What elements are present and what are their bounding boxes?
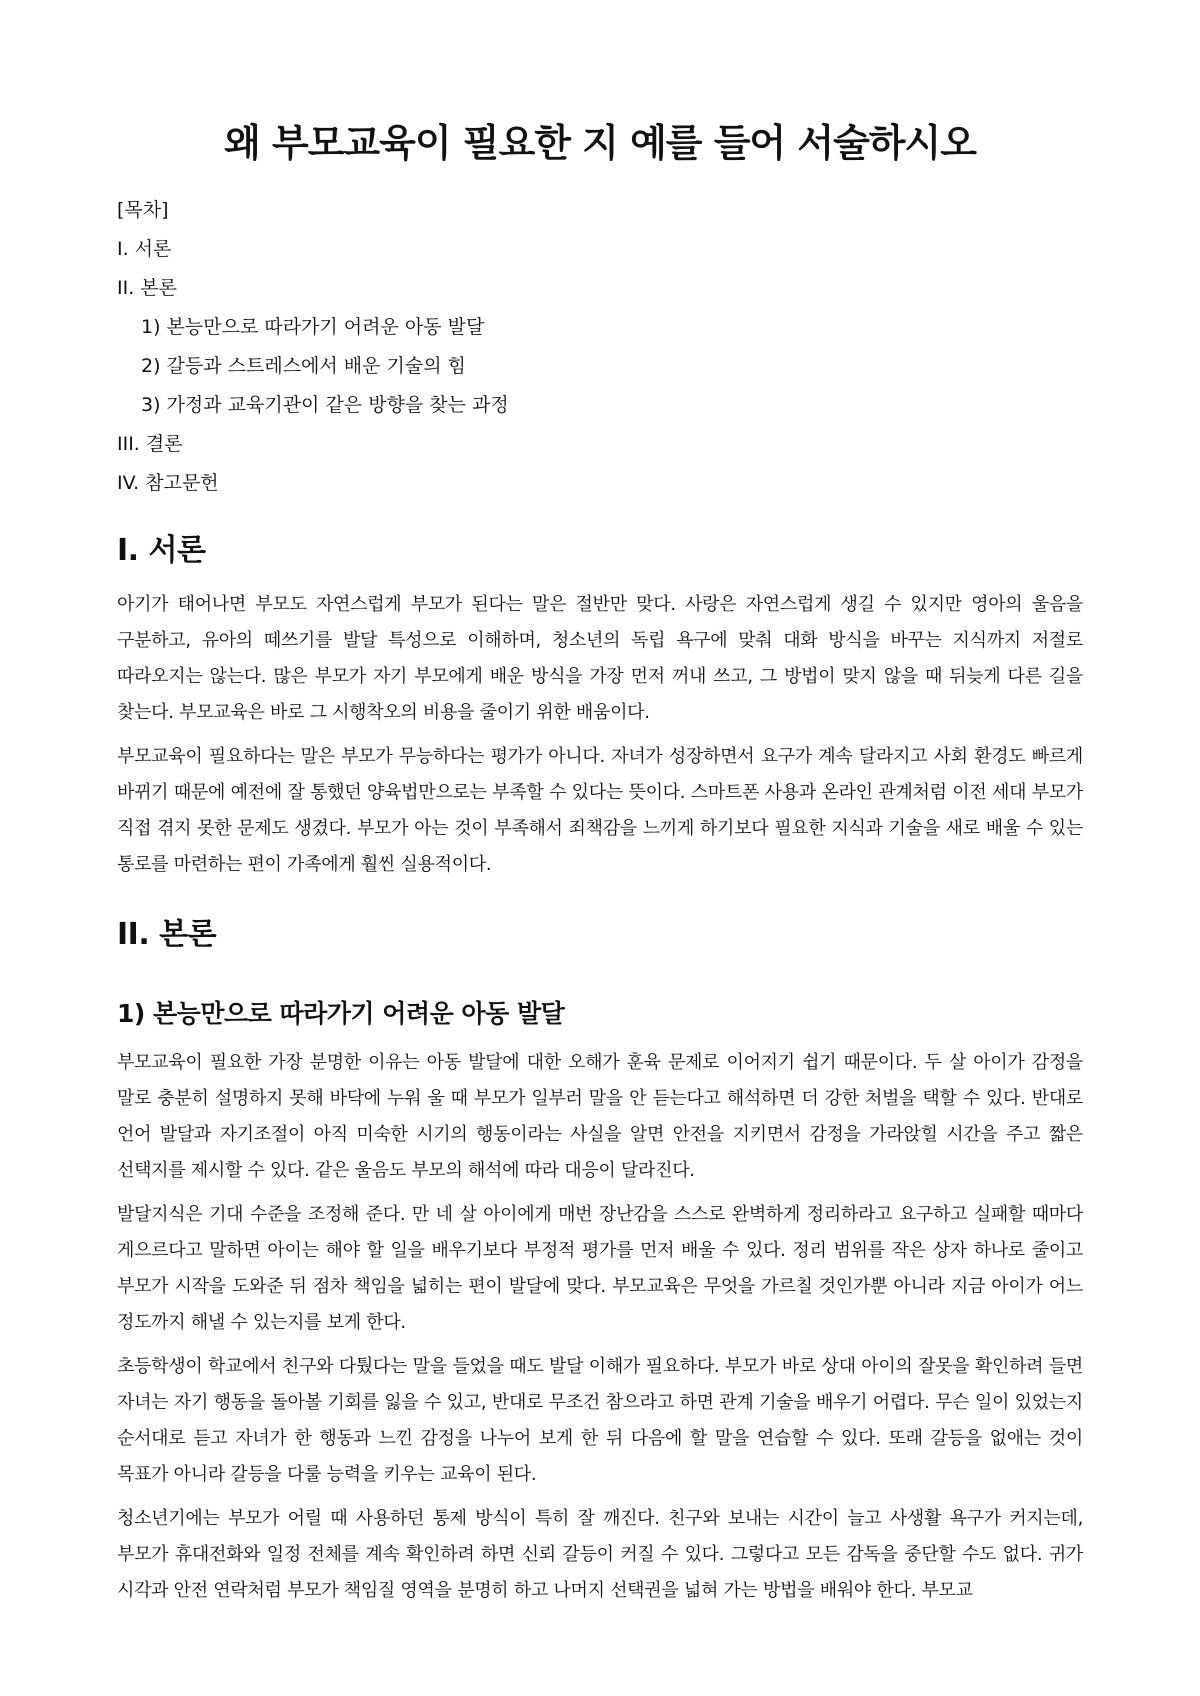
body-paragraph: 부모교육이 필요한 가장 분명한 이유는 아동 발달에 대한 오해가 훈육 문제로 이어지기 쉽기 때문이다. 두 살 아이가 감정을 말로 충분히 설명하지 못해 바닥에 누워 울 때 부모가 일부러 말을 안 듣는다고 해석하면 더 강한 처벌을 택할 수 있다. 반대로 언어 발달과 자기조절이 아직 미숙한 시기의 행동이라는 사실을 알면 안전을 지키면서 감정을 가라앉힐 시간을 주고 짧은 선택지를 제시할 수 있다. 같은 울음도 부모의 해석에 따라 대응이 달라진다. [117,1052,1083,1181]
toc-item-body-1: 1) 본능만으로 따라가기 어려운 아동 발달 [141,316,485,338]
toc-item-body-3: 3) 가정과 교육기관이 같은 방향을 찾는 과정 [141,394,509,416]
intro-paragraph: 부모교육이 필요하다는 말은 부모가 무능하다는 평가가 아니다. 자녀가 성장하면서 요구가 계속 달라지고 사회 환경도 빠르게 바뀌기 때문에 예전에 잘 통했던 양육법만으로는 부족할 수 있다는 뜻이다. 스마트폰 사용과 온라인 관계처럼 이전 세대 부모가 직접 겪지 못한 문제도 생겼다. 부모가 아는 것이 부족해서 죄책감을 느끼게 하기보다 필요한 지식과 기술을 새로 배울 수 있는 통로를 마련하는 편이 가족에게 훨씬 실용적이다. [117,746,1083,875]
document-page [117,0,1083,1617]
toc-item-body: II. 본론 [117,277,177,299]
toc-heading: [목차] [117,199,169,221]
subsection-heading-1: 1) 본능만으로 따라가기 어려운 아동 발달 [117,999,565,1028]
document-title: 왜 부모교육이 필요한 지 예를 들어 서술하시오 [224,121,976,165]
body-paragraph: 초등학생이 학교에서 친구와 다퉜다는 말을 들었을 때도 발달 이해가 필요하다. 부모가 바로 상대 아이의 잘못을 확인하려 들면 자녀는 자기 행동을 돌아볼 기회를 잃을 수 있고, 반대로 무조건 참으라고 하면 관계 기술을 배우기 어렵다. 무슨 일이 있었는지 순서대로 듣고 자녀가 한 행동과 느낀 감정을 나누어 보게 한 뒤 다음에 할 말을 연습할 수 있다. 또래 갈등을 없애는 것이 목표가 아니라 갈등을 다룰 능력을 키우는 교육이 된다. [117,1356,1083,1485]
toc-item-conclusion: III. 결론 [117,433,183,455]
body-paragraph: 청소년기에는 부모가 어릴 때 사용하던 통제 방식이 특히 잘 깨진다. 친구와 보내는 시간이 늘고 사생활 욕구가 커지는데, 부모가 휴대전화와 일정 전체를 계속 확인하려 하면 신뢰 갈등이 커질 수 있다. 그렇다고 모든 감독을 중단할 수도 없다. 귀가 시각과 안전 연락처럼 부모가 책임질 영역을 분명히 하고 나머지 선택권을 넓혀 가는 방법을 배워야 한다. 부모교 [117,1508,1083,1601]
table-of-contents [117,191,1083,503]
toc-item-references: IV. 참고문헌 [117,472,219,494]
intro-paragraph: 아기가 태어나면 부모도 자연스럽게 부모가 된다는 말은 절반만 맞다. 사랑은 자연스럽게 생길 수 있지만 영아의 울음을 구분하고, 유아의 떼쓰기를 발달 특성으로 이해하며, 청소년의 독립 욕구에 맞춰 대화 방식을 바꾸는 지식까지 저절로 따라오지는 않는다. 많은 부모가 자기 부모에게 배운 방식을 가장 먼저 꺼내 쓰고, 그 방법이 맞지 않을 때 뒤늦게 다른 길을 찾는다. 부모교육은 바로 그 시행착오의 비용을 줄이기 위한 배움이다. [117,594,1083,723]
section-heading-intro: I. 서론 [117,533,206,568]
toc-item-intro: I. 서론 [117,238,172,260]
body-paragraph: 발달지식은 기대 수준을 조정해 준다. 만 네 살 아이에게 매번 장난감을 스스로 완벽하게 정리하라고 요구하고 실패할 때마다 게으르다고 말하면 아이는 해야 할 일을 배우기보다 부정적 평가를 먼저 배울 수 있다. 정리 범위를 작은 상자 하나로 줄이고 부모가 시작을 도와준 뒤 점차 책임을 넓히는 편이 발달에 맞다. 부모교육은 무엇을 가르칠 것인가뿐 아니라 지금 아이가 어느 정도까지 해낼 수 있는지를 보게 한다. [117,1204,1083,1333]
section-heading-body: II. 본론 [117,917,217,952]
toc-item-body-2: 2) 갈등과 스트레스에서 배운 기술의 힘 [141,355,467,377]
